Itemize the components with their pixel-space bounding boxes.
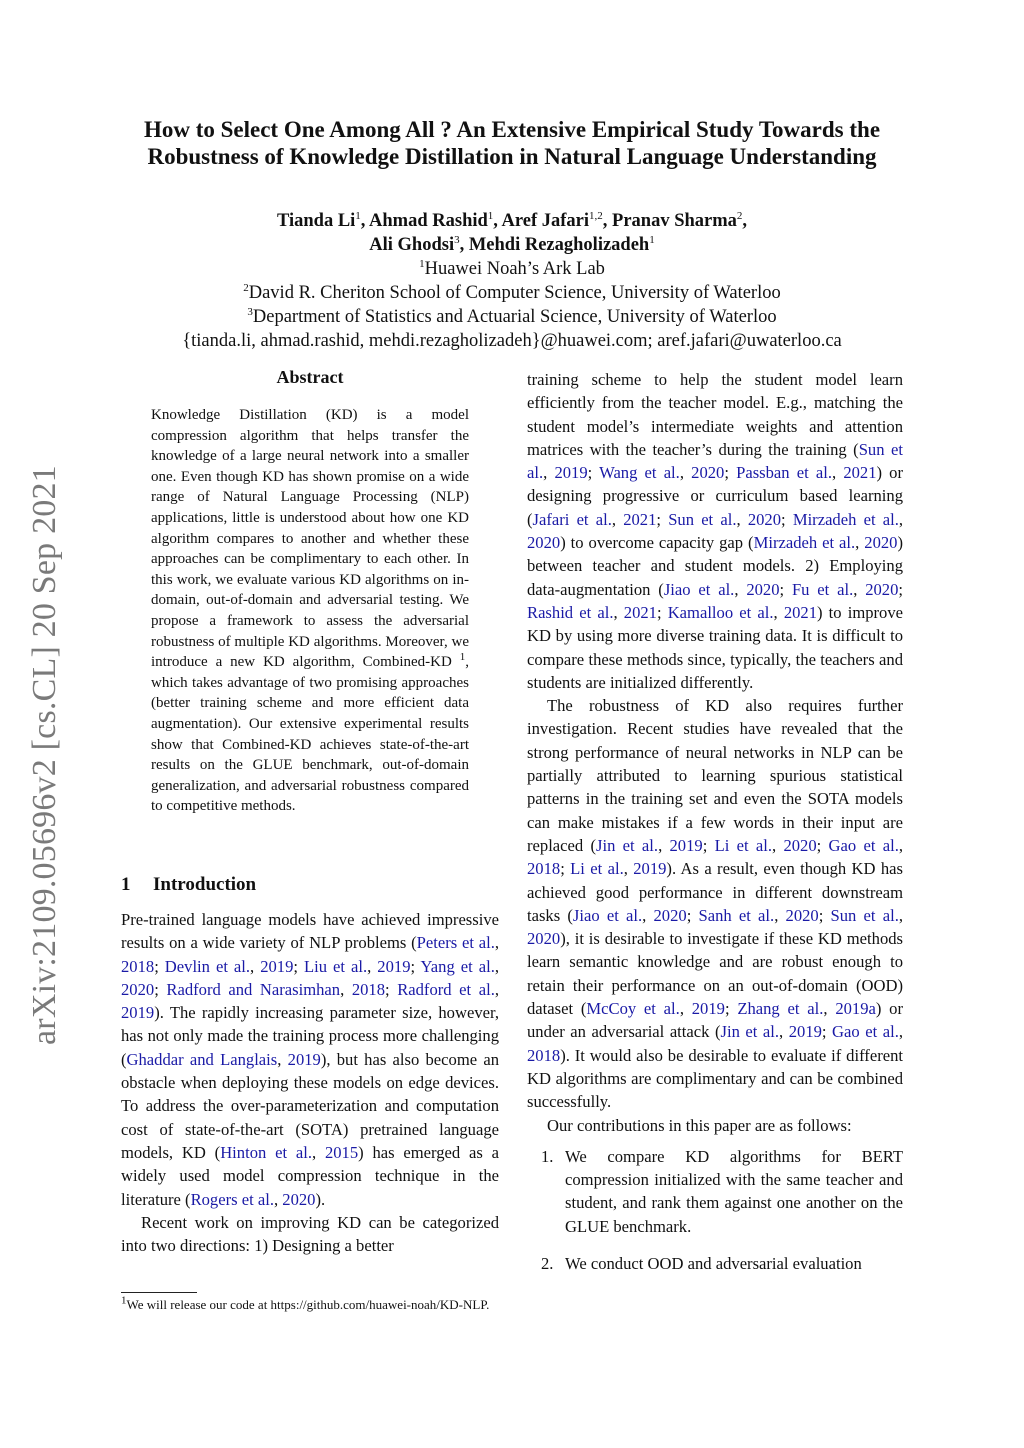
citation-link[interactable]: Gao et al. <box>828 835 899 855</box>
intro-right-column <box>527 368 903 1289</box>
citation-link[interactable]: Devlin et al. <box>164 956 251 976</box>
citation-link[interactable]: Hinton et al. <box>220 1142 312 1162</box>
citation-link[interactable]: 2020 <box>527 533 561 553</box>
citation-link[interactable]: Li et al. <box>714 835 773 855</box>
citation-link[interactable]: Sun et al. <box>830 905 899 925</box>
list-item: 1. We compare KD algorithms for BERT compression initialized with the same teacher and student, and rank them against one another on the GLUE benchmark. <box>541 1146 903 1236</box>
citation-link[interactable]: 2020 <box>653 905 687 925</box>
author-name: Ali Ghodsi <box>369 235 455 255</box>
intro-left-column <box>121 908 499 1257</box>
citation-link[interactable]: Yang et al. <box>420 956 495 976</box>
author-name: Ahmad Rashid <box>369 211 488 231</box>
affiliation: $^3$Department of Statistics and Actuarial Science, University of Waterloo <box>247 305 777 327</box>
citation-link[interactable]: Jafari et al. <box>532 509 612 529</box>
citation-link[interactable]: Jin et al. <box>720 1022 780 1042</box>
citation-link[interactable]: 2020 <box>121 979 155 999</box>
contributions-list <box>527 1145 903 1275</box>
abstract-text: Knowledge Distillation (KD) is a model compression algorithm that helps transfer the knowledge of a large neural network into a smaller one. Even though KD has shown promise on a wide range of Natural Language Processing (NLP) applications, little is understood about how one KD algorithm compares to another and whether these approaches can be complimentary to each other. In this work, we evaluate various KD algorithms on in-domain, out-of-domain and adversarial testing. We propose a framework to assess the adversarial robustness of multiple KD algorithms. Moreover, we introduce a new KD algorithm, Combined-KD $^1$, which takes advantage of two promising approaches (better training scheme and more efficient data augmentation). Our extensive experimental results show that Combined-KD achieves state-of-the-art results on the GLUE benchmark, out-of-domain generalization, and adversarial robustness compared to competitive methods. <box>151 407 469 815</box>
paragraph: Recent work on improving KD can be categorized into two directions: 1) Designing a better <box>121 1212 499 1256</box>
citation-link[interactable]: 2020 <box>747 509 782 529</box>
list-item: 2. We conduct OOD and adversarial evaluation <box>541 1253 862 1273</box>
arxiv-identifier: arXiv:2109.05696v2 [cs.CL] 20 Sep 2021 <box>26 465 63 1045</box>
citation-link[interactable]: Fu et al. <box>791 579 854 599</box>
citation-link[interactable]: 2019 <box>260 956 294 976</box>
citation-link[interactable]: Li et al. <box>570 859 624 879</box>
citation-link[interactable]: 2015 <box>324 1142 359 1162</box>
author-block <box>110 209 914 353</box>
section-heading: 1 Introduction <box>121 874 257 895</box>
citation-link[interactable]: 2020 <box>783 835 817 855</box>
paragraph: The robustness of KD also requires further investigation. Recent studies have revealed that the strong performance of neural networks in NLP can be partially attributed to learning spurious statistical patterns in the training set and even the SOTA models can make mistakes if a few words in their input are replaced (Jin et al., 2019; Li et al., 2020; Gao et al., 2018; Li et al., 2019). As a result, even though KD has achieved good performance in different downstream tasks (Jiao et al., 2020; Sanh et al., 2020; Sun et al., 2020), it is desirable to investigate if these KD methods learn semantic knowledge and are robust enough to retain their performance on an out-of-domain (OOD) dataset (McCoy et al., 2019; Zhang et al., 2019a) or under an adversarial attack (Jin et al., 2019; Gao et al., 2018). It would also be desirable to evaluate if different KD algorithms are complimentary and can be combined successfully. <box>527 696 904 1112</box>
citation-link[interactable]: Jin et al. <box>596 835 659 855</box>
author-name: Mehdi Rezagholizadeh <box>468 235 650 255</box>
author-line-1: Tianda Li$^1$, Ahmad Rashid$^1$, Aref Jafari$^{1,2}$, Pranav Sharma$^2$, <box>276 209 748 231</box>
citation-link[interactable]: Wang et al. <box>599 463 680 483</box>
citation-link[interactable]: 2019 <box>377 956 411 976</box>
citation-link[interactable]: 2020 <box>785 905 819 925</box>
citation-link[interactable]: Radford et al. <box>397 979 495 999</box>
citation-link[interactable]: Zhang et al. <box>737 999 824 1019</box>
citation-link[interactable]: 2019 <box>287 1049 321 1069</box>
citation-link[interactable]: 2019 <box>633 859 667 879</box>
paragraph: Pre-trained language models have achieved impressive results on a wide variety of NLP problems (Peters et al., 2018; Devlin et al., 2019; Liu et al., 2019; Yang et al., 2020; Radford and Narasimhan, 2018; Radford et al., 2019). The rapidly increasing parameter size, however, has not only made the training process more challenging (Ghaddar and Langlais, 2019), but has also become an obstacle when deploying these models on edge devices. To address the over-parameterization and computation cost of state-of-the-art (SOTA) pretrained language models, KD (Hinton et al., 2015) has emerged as a widely used model compression technique in the literature (Rogers et al., 2020). <box>121 910 500 1209</box>
citation-link[interactable]: 2019 <box>691 999 725 1019</box>
citation-link[interactable]: 2021 <box>783 602 817 622</box>
affiliation: $^1$Huawei Noah’s Ark Lab <box>419 257 605 279</box>
citation-link[interactable]: 2021 <box>623 509 657 529</box>
citation-link[interactable]: 2020 <box>527 929 561 949</box>
footnote: $^1$We will release our code at https://github.com/huawei-noah/KD-NLP. <box>121 1294 490 1312</box>
citation-link[interactable]: Passban et al. <box>736 463 832 483</box>
paragraph: training scheme to help the student model learn efficiently from the teacher model. E.g., matching the student model’s intermediate weights and attention matrices with the teacher’s during the training (Sun et al., 2019; Wang et al., 2020; Passban et al., 2021) or designing progressive or curriculum based learning (Jafari et al., 2021; Sun et al., 2020; Mirzadeh et al., 2020) to overcome capacity gap (Mirzadeh et al., 2020) between teacher and student models. 2) Employing data-augmentation (Jiao et al., 2020; Fu et al., 2020; Rashid et al., 2021; Kamalloo et al., 2021) to improve KD by using more diverse training data. It is difficult to compare these methods since, typically, the teachers and students are initialized differently. <box>527 370 904 692</box>
author-name: Tianda Li <box>276 211 356 231</box>
citation-link[interactable]: 2018 <box>527 1045 561 1065</box>
citation-link[interactable]: 2021 <box>623 602 657 622</box>
citation-link[interactable]: 2019a <box>835 999 876 1019</box>
citation-link[interactable]: 2019 <box>669 835 703 855</box>
citation-link[interactable]: Jiao et al. <box>572 905 643 925</box>
citation-link[interactable]: Rogers et al. <box>190 1189 274 1209</box>
citation-link[interactable]: 2020 <box>746 579 780 599</box>
citation-link[interactable]: 2019 <box>554 463 588 483</box>
citation-link[interactable]: 2020 <box>282 1189 316 1209</box>
citation-link[interactable]: Gao et al. <box>832 1022 899 1042</box>
citation-link[interactable]: Rashid et al. <box>527 602 614 622</box>
author-emails: {tianda.li, ahmad.rashid, mehdi.rezagholizadeh}@huawei.com; aref.jafari@uwaterloo.ca <box>182 331 842 351</box>
citation-link[interactable]: Sun et al. <box>668 509 737 529</box>
author-name: Pranav Sharma <box>612 211 737 231</box>
citation-link[interactable]: 2018 <box>351 979 385 999</box>
citation-link[interactable]: Kamalloo et al. <box>667 602 774 622</box>
citation-link[interactable]: 2021 <box>843 463 877 483</box>
citation-link[interactable]: McCoy et al. <box>586 999 680 1019</box>
citation-link[interactable]: Sun et al. <box>527 439 903 483</box>
paper-title: How to Select One Among All ? An Extensive Empirical Study Towards the Robustness of Knowledge Distillation in Natural Language Understanding <box>143 117 881 169</box>
footnote-rule <box>121 1292 197 1293</box>
citation-link[interactable]: Jiao et al. <box>663 579 735 599</box>
citation-link[interactable]: Radford and Narasimhan <box>166 979 341 999</box>
citation-link[interactable]: 2019 <box>788 1022 822 1042</box>
citation-link[interactable]: 2020 <box>691 463 725 483</box>
paragraph: Our contributions in this paper are as follows: <box>547 1115 852 1135</box>
citation-link[interactable]: 2018 <box>121 956 155 976</box>
citation-link[interactable]: Peters et al. <box>416 933 495 953</box>
citation-link[interactable]: Liu et al. <box>304 956 368 976</box>
author-name: Aref Jafari <box>501 211 590 231</box>
abstract-heading: Abstract <box>276 367 344 387</box>
citation-link[interactable]: Ghaddar and Langlais <box>126 1049 278 1069</box>
author-line-2: Ali Ghodsi$^3$, Mehdi Rezagholizadeh$^1$ <box>369 233 655 255</box>
citation-link[interactable]: Mirzadeh et al. <box>753 533 856 553</box>
citation-link[interactable]: 2018 <box>527 859 561 879</box>
citation-link[interactable]: Sanh et al. <box>698 905 775 925</box>
citation-link[interactable]: 2020 <box>865 579 899 599</box>
citation-link[interactable]: 2020 <box>864 533 898 553</box>
affiliation: $^2$David R. Cheriton School of Computer Science, University of Waterloo <box>243 281 781 303</box>
citation-link[interactable]: 2019 <box>121 1003 155 1023</box>
citation-link[interactable]: Mirzadeh et al. <box>792 509 899 529</box>
footnote-marker[interactable]: 1 <box>459 651 466 664</box>
